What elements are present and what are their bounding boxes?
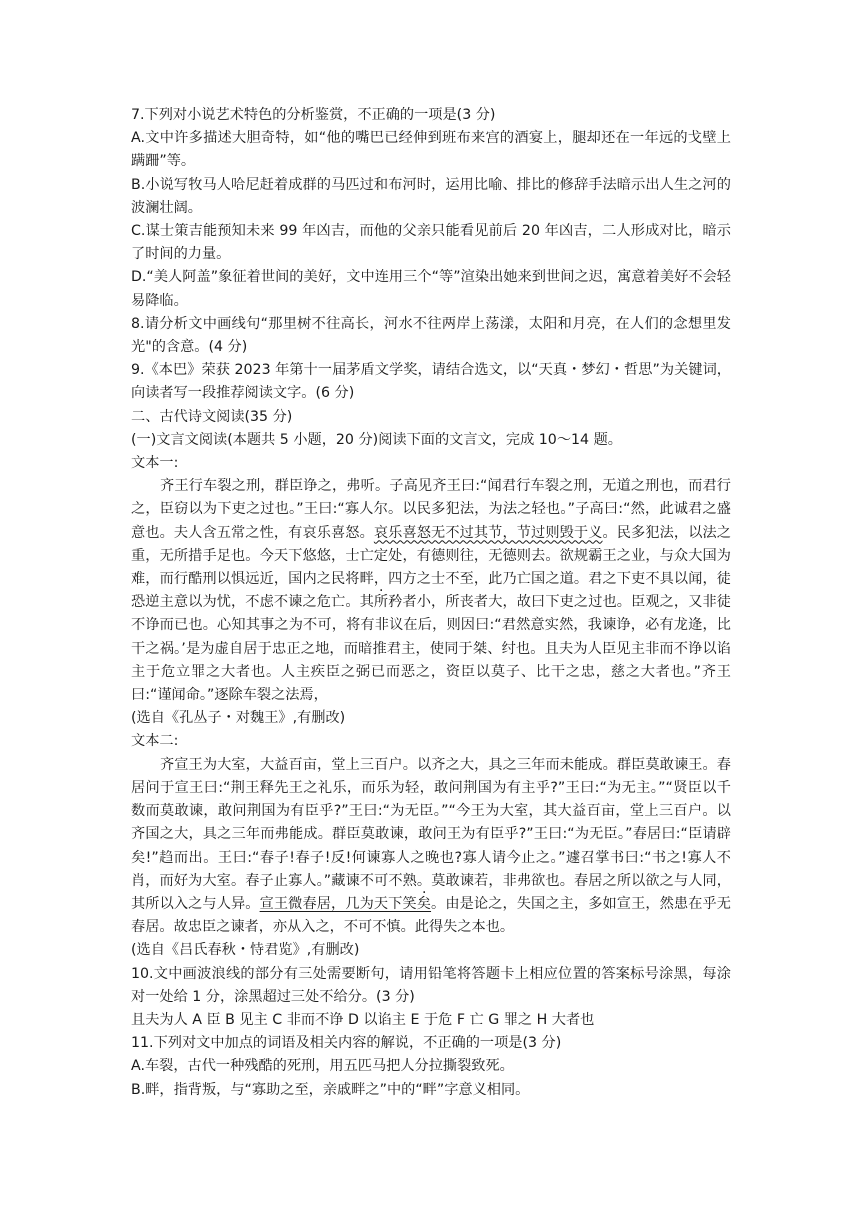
q10-stem: 10.文中画波浪线的部分有三处需要断句，请用铅笔将答题卡上相应位置的答案标号涂黑，每涂对一处给 1 分，涂黑超过三处不给分。(3 分) (131, 965, 731, 1005)
q10-options: 且夫为人 A 臣 B 见主 C 非而不诤 D 以谄主 E 于危 F 亡 G 罪之 H 大者也 (131, 1011, 595, 1028)
section2-heading: 二、古代诗文阅读(35 分) (131, 408, 293, 425)
q11-stem: 11.下列对文中加点的词语及相关内容的解说，不正确的一项是(3 分) (131, 1035, 562, 1052)
text2-passage (131, 754, 731, 940)
dotted-character: 熟 (402, 872, 417, 889)
text1-passage (131, 475, 731, 707)
q11-option-a: A.车裂，古代一种残酷的死刑，用五匹马把人分拉撕裂致死。 (131, 1058, 514, 1075)
text2-label: 文本二: (131, 733, 179, 750)
text1-source: (选自《孔丛子・对魏王》,有删改) (131, 710, 346, 727)
q7-stem: 7.下列对小说艺术特色的分析鉴赏，不正确的一项是(3 分) (131, 107, 496, 123)
q7-option-b: B.小说写牧马人哈尼赶着成群的马匹过和布河时，运用比喻、排比的修辞手法暗示出人生之河的波澜壮阔。 (131, 176, 731, 216)
text1-part3: ，四方之士不至，此乃亡国之道。君之下吏不具以闻，徒恐逆主意以为忧，不虑不谏之危亡。其所矜者小，所丧者大，故曰下吏之过也。臣观之，又非徒不诤而已也。心知其事之为不可，将有非议在后，则因曰:“君然意实然，我谏诤，必有龙逄，比干之祸。’是为虚自居于忠正之地，而暗推君主，使同于桀、纣也。且夫为人臣见主非而不诤以谄主于危立罪之大者也。人主疾臣之弼已而恶之，资臣以莫子、比干之忠，慈之大者也。”齐王曰:“谨闻命。”逐除车裂之法焉， (131, 571, 731, 704)
q11-option-b: B.畔，指背叛，与“寡助之至，亲戚畔之”中的“畔”字意义相同。 (131, 1081, 530, 1098)
content-column (131, 104, 731, 1102)
text2-part3: 。由是论之，失国之主，多如宣王，然患在乎无春居。故忠臣之谏者，亦从入之，不可不慎。此得失之本也。 (131, 895, 731, 936)
text1-part1: 齐王行车裂之刑，群臣诤之，弗听。子高见齐王曰:“闻君行车裂之刑，无道之刑也，而君行之，臣窃以为下吏之过也。”王曰:“寡人尔。以民多犯法，为法之轻也。”子高曰:“然，此诚君之盛意也。夫人含五常之性，有哀乐喜怒。 (131, 478, 731, 541)
text1-part2: 。民多犯法，以法之重，无所措手足也。今天下悠悠，士亡定处，有德则往，无德则去。欲规霸王之业，与众大国为难，而行酷刑以惧远近，国内之民将 (131, 524, 731, 588)
dotted-character: 畔 (359, 571, 374, 588)
underlined-sentence: 宣王微春居，几为天下笑矣 (259, 895, 432, 912)
q8-stem: 8.请分析文中画线句“那里树不往高长，河水不往两岸上荡漾，太阳和月亮，在人们的念想里发光"的含意。(4 分) (131, 315, 731, 356)
section2-subheading: (一)文言文阅读(本题共 5 小题，20 分)阅读下面的文言文，完成 10～14 题。 (131, 431, 622, 448)
text2-part1: 齐宣王为大室，大益百亩，堂上三百户。以齐之大，具之三年而未能成。群臣莫敢谏王。春居问于宣王曰:“荆王释先王之礼乐，而乐为轻，敢问荆国为有主乎?”王曰:“为无主。”“贤臣以千数而莫敢谏，敢问荆国为有臣乎?”王曰:“为无臣。”“今王为大室，其大益百亩，堂上三百户。以齐国之大，具之三年而弗能成。群臣莫敢谏，敢问王为有臣乎?”王曰:“为无臣。”春居曰:“臣请辟矣!”趋而出。王曰:“春子!春子!反!何谏寡人之晚也?寡人请今止之。”遽召掌书曰:“书之!寡人不肖，而好为大室。春子止寡人。”藏谏不可不 (131, 756, 731, 889)
text2-part2: 。莫敢谏若，非弗欲也。春居之所以欲之与人同，其所以入之与人异。 (131, 872, 731, 912)
q7-option-a: A.文中许多描述大胆奇特，如“他的嘴巴已经伸到班布来宫的酒宴上，腿却还在一年远的戈壁上蹒跚”等。 (131, 130, 731, 170)
q7-option-c: C.谋士策吉能预知未来 99 年凶吉，而他的父亲只能看见前后 20 年凶吉，二人形成对比，暗示了时间的力量。 (131, 223, 731, 263)
text1-label: 文本一: (131, 455, 179, 472)
wavy-underlined-phrase: 哀乐喜怒无不过其节，节过则毁于义 (373, 524, 603, 541)
text2-source: (选自《吕氏春秋・恃君览》,有删改) (131, 942, 360, 959)
q9-stem: 9.《本巴》荣获 2023 年第十一届茅盾文学奖，请结合选文，以“天真・梦幻・哲思”为关键词，向读者写一段推荐阅读文字。(6 分) (131, 362, 731, 402)
q7-option-d: D.“美人阿盖”象征着世间的美好，文中连用三个“等”渲染出她来到世间之迟，寓意着美好不会轻易降临。 (131, 269, 731, 309)
